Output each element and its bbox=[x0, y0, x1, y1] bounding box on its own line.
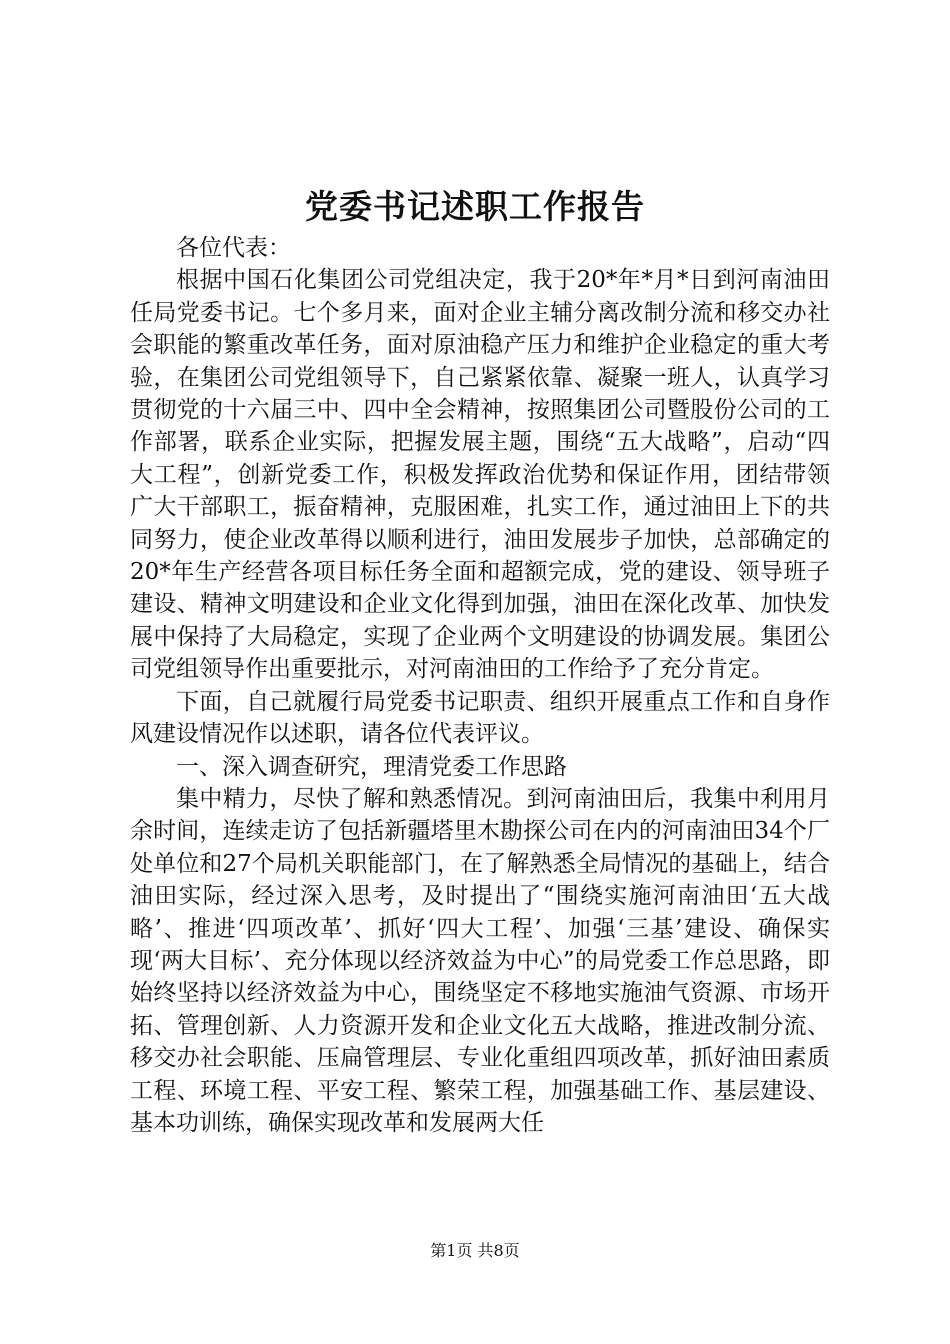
paragraph: 根据中国石化集团公司党组决定，我于20*年*月*日到河南油田任局党委书记。七个多月来，面对企业主辅分离改制分流和移交办社会职能的繁重改革任务，面对原油稳产压力和维护企业稳定的重大考验，在集团公司党组领导下，自己紧紧依靠、凝聚一班人，认真学习贯彻党的十六届三中、四中全会精神，按照集团公司暨股份公司的工作部署，联系企业实际，把握发展主题，围绕“五大战略”，启动“四大工程”，创新党委工作，积极发挥政治优势和保证作用，团结带领广大干部职工，振奋精神，克服困难，扎实工作，通过油田上下的共同努力，使企业改革得以顺利进行，油田发展步子加快，总部确定的20*年生产经营各项目标任务全面和超额完成，党的建设、领导班子建设、精神文明建设和企业文化得到加强，油田在深化改革、加快发展中保持了大局稳定，实现了企业两个文明建设的协调发展。集团公司党组领导作出重要批示，对河南油田的工作给予了充分肯定。 bbox=[130, 267, 830, 683]
page-footer: 第1页 共8页 bbox=[430, 1241, 520, 1260]
document-title: 党委书记述职工作报告 bbox=[305, 187, 645, 226]
document-body bbox=[130, 232, 830, 1139]
section-heading: 一、深入调查研究，理清党委工作思路 bbox=[176, 753, 567, 780]
paragraph: 下面，自己就履行局党委书记职责、组织开展重点工作和自身作风建设情况作以述职，请各位代表评议。 bbox=[130, 688, 830, 748]
paragraph: 集中精力，尽快了解和熟悉情况。到河南油田后，我集中利用月余时间，连续走访了包括新疆塔里木勘探公司在内的河南油田34个厂处单位和27个局机关职能部门，在了解熟悉全局情况的基础上，结合油田实际，经过深入思考，及时提出了“围绕实施河南油田‘五大战略’、推进‘四项改革’、抓好‘四大工程’、加强‘三基’建设、确保实现‘两大目标’、充分体现以经济效益为中心”的局党委工作总思路，即始终坚持以经济效益为中心，围绕坚定不移地实施油气资源、市场开拓、管理创新、人力资源开发和企业文化五大战略，推进改制分流、移交办社会职能、压扁管理层、专业化重组四项改革，抓好油田素质工程、环境工程、平安工程、繁荣工程，加强基础工作、基层建设、基本功训练，确保实现改革和发展两大任 bbox=[130, 785, 830, 1136]
salutation: 各位代表： bbox=[176, 235, 291, 261]
